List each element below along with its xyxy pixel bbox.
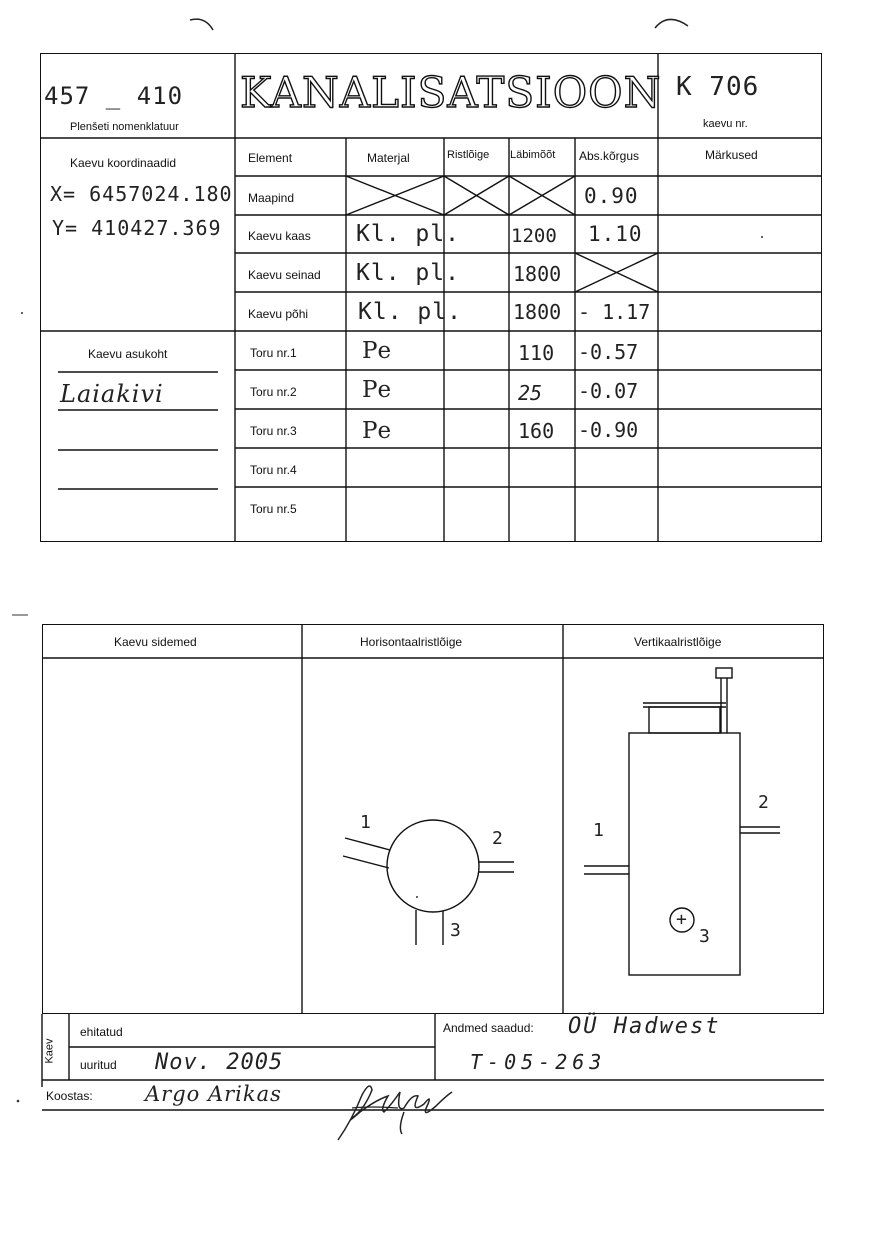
row-material: Kl. pl. (356, 260, 460, 286)
col-connections: Kaevu sidemed (114, 635, 197, 649)
row-material: Pe (362, 338, 393, 364)
row-diameter: 1800 (513, 262, 562, 286)
well-number-value: K 706 (676, 72, 760, 102)
row-diameter: 25 (518, 381, 543, 405)
row-element: Toru nr.1 (250, 346, 297, 360)
col-cross-section: Ristlõige (447, 149, 490, 161)
v-pipe-label-3: 3 (699, 926, 711, 947)
v-pipe-label-1: 1 (593, 820, 605, 841)
coordinates-label: Kaevu koordinaadid (70, 156, 177, 170)
row-height: 1.10 (588, 222, 643, 246)
nomenclature-label: Plenšeti nomenklatuur (70, 121, 179, 133)
data-source-label: Andmed saadud: (443, 1021, 534, 1035)
compiled-value: Argo Arikas (145, 1082, 282, 1106)
row-height: -0.90 (578, 418, 639, 442)
location-label: Kaevu asukoht (88, 347, 168, 361)
h-pipe-label-3: 3 (450, 920, 462, 941)
v-pipe-plus-icon: + (676, 909, 687, 930)
row-diameter: 160 (518, 419, 555, 443)
row-material: Pe (362, 418, 393, 444)
col-element: Element (248, 151, 293, 165)
row-element: Kaevu seinad (248, 268, 321, 282)
surveyed-label: uuritud (80, 1058, 117, 1072)
data-source-code: T-05-263 (470, 1050, 607, 1074)
row-height: -0.57 (578, 340, 639, 364)
col-horizontal-section: Horisontaalristlõige (360, 635, 463, 649)
row-element: Maapind (248, 191, 295, 205)
location-value: Laiakivi (60, 380, 164, 408)
surveyed-value: Nov. 2005 (155, 1050, 284, 1075)
row-material: Kl. pl. (356, 221, 460, 247)
row-element: Toru nr.5 (250, 502, 297, 516)
v-pipe-label-2: 2 (758, 792, 770, 813)
col-notes: Märkused (705, 148, 758, 162)
coordinate-x: X= 6457024.180 (50, 182, 233, 206)
nomenclature-value: 457 _ 410 (44, 82, 184, 110)
built-label: ehitatud (80, 1025, 123, 1039)
row-diameter: 1800 (513, 300, 562, 324)
col-diameter: Läbimõõt (510, 149, 556, 161)
row-height: 0.90 (584, 184, 639, 208)
col-height: Abs.kõrgus (579, 149, 640, 163)
row-element: Toru nr.2 (250, 385, 297, 399)
data-source-value: OÜ Hadwest (568, 1014, 721, 1039)
row-element: Toru nr.3 (250, 424, 297, 438)
kaev-label: Kaev (43, 1038, 56, 1064)
row-height: -0.07 (578, 379, 639, 403)
col-material: Materjal (367, 151, 410, 165)
row-element: Kaevu kaas (248, 229, 311, 243)
well-number-label: kaevu nr. (703, 118, 748, 130)
row-material: Pe (362, 377, 393, 403)
compiled-label: Koostas: (46, 1089, 93, 1103)
row-element: Kaevu põhi (248, 307, 309, 321)
row-height: - 1.17 (578, 300, 651, 324)
col-vertical-section: Vertikaalristlõige (634, 635, 722, 649)
row-material: Kl. pl. (358, 299, 462, 325)
h-pipe-label-2: 2 (492, 828, 504, 849)
h-pipe-label-1: 1 (360, 812, 372, 833)
coordinate-y: Y= 410427.369 (52, 216, 222, 240)
row-element: Toru nr.4 (250, 463, 297, 477)
row-diameter: 1200 (511, 225, 557, 247)
page-title: KANALISATSIOON (240, 68, 662, 117)
row-diameter: 110 (518, 341, 555, 365)
